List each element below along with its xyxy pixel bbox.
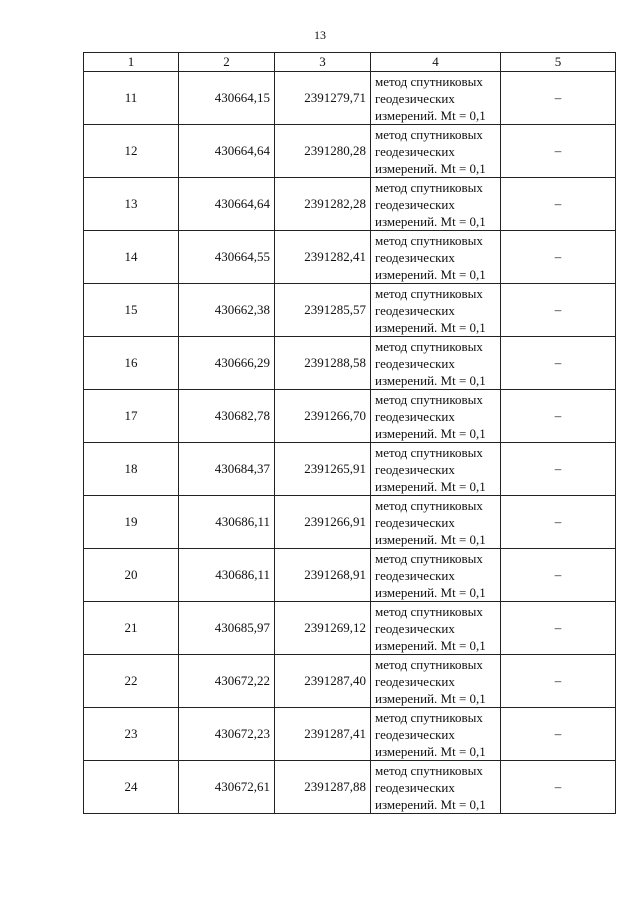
method-line: метод спутниковых xyxy=(375,550,483,566)
table-row xyxy=(84,231,616,284)
note-cell: – xyxy=(501,602,616,655)
method-line: геодезических xyxy=(375,779,455,795)
coordinate-x: 430686,11 xyxy=(179,549,275,602)
table-row xyxy=(84,549,616,602)
point-number: 19 xyxy=(84,496,179,549)
coordinate-y: 2391268,91 xyxy=(275,549,371,602)
note-cell: – xyxy=(501,125,616,178)
method-line: геодезических xyxy=(375,249,455,265)
method-accuracy: измерений. Mt = 0,1 xyxy=(375,372,486,388)
method-line: геодезических xyxy=(375,143,455,159)
coordinate-y: 2391287,41 xyxy=(275,708,371,761)
table-row xyxy=(84,390,616,443)
note-cell: – xyxy=(501,496,616,549)
coordinate-y: 2391279,71 xyxy=(275,72,371,125)
table-row xyxy=(84,443,616,496)
coordinate-x: 430664,64 xyxy=(179,178,275,231)
table-row xyxy=(84,761,616,814)
point-number: 21 xyxy=(84,602,179,655)
note-cell: – xyxy=(501,72,616,125)
column-header: 5 xyxy=(501,53,616,72)
coordinate-x: 430672,22 xyxy=(179,655,275,708)
note-cell: – xyxy=(501,390,616,443)
method-line: геодезических xyxy=(375,196,455,212)
method-accuracy: измерений. Mt = 0,1 xyxy=(375,425,486,441)
point-number: 14 xyxy=(84,231,179,284)
method-cell xyxy=(371,72,501,125)
coordinate-y: 2391287,40 xyxy=(275,655,371,708)
method-line: метод спутниковых xyxy=(375,762,483,778)
method-accuracy: измерений. Mt = 0,1 xyxy=(375,160,486,176)
coordinate-y: 2391266,70 xyxy=(275,390,371,443)
point-number: 17 xyxy=(84,390,179,443)
method-accuracy: измерений. Mt = 0,1 xyxy=(375,637,486,653)
coordinate-y: 2391269,12 xyxy=(275,602,371,655)
method-line: геодезических xyxy=(375,461,455,477)
note-cell: – xyxy=(501,761,616,814)
table-row xyxy=(84,337,616,390)
coordinates-table xyxy=(83,52,616,814)
note-cell: – xyxy=(501,284,616,337)
method-line: геодезических xyxy=(375,514,455,530)
table-row xyxy=(84,72,616,125)
method-cell xyxy=(371,602,501,655)
table-row xyxy=(84,496,616,549)
note-cell: – xyxy=(501,549,616,602)
method-cell xyxy=(371,655,501,708)
column-header: 3 xyxy=(275,53,371,72)
method-line: метод спутниковых xyxy=(375,126,483,142)
method-accuracy: измерений. Mt = 0,1 xyxy=(375,213,486,229)
table-header-row xyxy=(84,53,616,72)
method-line: метод спутниковых xyxy=(375,285,483,301)
point-number: 24 xyxy=(84,761,179,814)
point-number: 15 xyxy=(84,284,179,337)
method-accuracy: измерений. Mt = 0,1 xyxy=(375,107,486,123)
page-number: 13 xyxy=(314,28,326,42)
method-cell xyxy=(371,761,501,814)
method-accuracy: измерений. Mt = 0,1 xyxy=(375,690,486,706)
point-number: 18 xyxy=(84,443,179,496)
coordinate-y: 2391265,91 xyxy=(275,443,371,496)
coordinate-x: 430662,38 xyxy=(179,284,275,337)
coordinate-x: 430664,15 xyxy=(179,72,275,125)
coordinate-x: 430672,23 xyxy=(179,708,275,761)
coordinate-x: 430664,55 xyxy=(179,231,275,284)
method-line: геодезических xyxy=(375,408,455,424)
coordinate-x: 430686,11 xyxy=(179,496,275,549)
method-line: метод спутниковых xyxy=(375,603,483,619)
point-number: 23 xyxy=(84,708,179,761)
method-line: метод спутниковых xyxy=(375,497,483,513)
point-number: 13 xyxy=(84,178,179,231)
method-line: геодезических xyxy=(375,90,455,106)
method-accuracy: измерений. Mt = 0,1 xyxy=(375,796,486,812)
coordinate-y: 2391282,41 xyxy=(275,231,371,284)
point-number: 16 xyxy=(84,337,179,390)
coordinate-x: 430685,97 xyxy=(179,602,275,655)
method-line: геодезических xyxy=(375,567,455,583)
method-line: геодезических xyxy=(375,673,455,689)
table-row xyxy=(84,602,616,655)
coordinate-x: 430682,78 xyxy=(179,390,275,443)
method-line: метод спутниковых xyxy=(375,444,483,460)
table-body xyxy=(84,72,616,814)
method-cell xyxy=(371,496,501,549)
coordinate-x: 430672,61 xyxy=(179,761,275,814)
method-accuracy: измерений. Mt = 0,1 xyxy=(375,266,486,282)
method-line: геодезических xyxy=(375,620,455,636)
method-line: метод спутниковых xyxy=(375,179,483,195)
method-line: геодезических xyxy=(375,355,455,371)
method-accuracy: измерений. Mt = 0,1 xyxy=(375,531,486,547)
method-accuracy: измерений. Mt = 0,1 xyxy=(375,584,486,600)
method-line: геодезических xyxy=(375,302,455,318)
method-accuracy: измерений. Mt = 0,1 xyxy=(375,478,486,494)
coordinate-y: 2391280,28 xyxy=(275,125,371,178)
coordinate-x: 430666,29 xyxy=(179,337,275,390)
method-cell xyxy=(371,125,501,178)
coordinate-x: 430684,37 xyxy=(179,443,275,496)
coordinate-x: 430664,64 xyxy=(179,125,275,178)
table-row xyxy=(84,125,616,178)
method-cell xyxy=(371,390,501,443)
coordinate-y: 2391282,28 xyxy=(275,178,371,231)
method-cell xyxy=(371,178,501,231)
column-header: 2 xyxy=(179,53,275,72)
method-line: метод спутниковых xyxy=(375,391,483,407)
method-line: метод спутниковых xyxy=(375,73,483,89)
method-cell xyxy=(371,708,501,761)
note-cell: – xyxy=(501,337,616,390)
note-cell: – xyxy=(501,231,616,284)
method-cell xyxy=(371,443,501,496)
table-row xyxy=(84,655,616,708)
method-line: метод спутниковых xyxy=(375,232,483,248)
column-header: 4 xyxy=(371,53,501,72)
note-cell: – xyxy=(501,178,616,231)
method-line: геодезических xyxy=(375,726,455,742)
point-number: 11 xyxy=(84,72,179,125)
method-line: метод спутниковых xyxy=(375,338,483,354)
coordinate-y: 2391266,91 xyxy=(275,496,371,549)
note-cell: – xyxy=(501,655,616,708)
table-row xyxy=(84,284,616,337)
note-cell: – xyxy=(501,708,616,761)
method-line: метод спутниковых xyxy=(375,656,483,672)
point-number: 22 xyxy=(84,655,179,708)
coordinate-y: 2391285,57 xyxy=(275,284,371,337)
point-number: 12 xyxy=(84,125,179,178)
method-cell xyxy=(371,337,501,390)
method-cell xyxy=(371,231,501,284)
coordinate-y: 2391288,58 xyxy=(275,337,371,390)
note-cell: – xyxy=(501,443,616,496)
method-cell xyxy=(371,284,501,337)
column-header: 1 xyxy=(84,53,179,72)
table-row xyxy=(84,708,616,761)
method-cell xyxy=(371,549,501,602)
method-accuracy: измерений. Mt = 0,1 xyxy=(375,319,486,335)
point-number: 20 xyxy=(84,549,179,602)
table-row xyxy=(84,178,616,231)
coordinate-y: 2391287,88 xyxy=(275,761,371,814)
method-accuracy: измерений. Mt = 0,1 xyxy=(375,743,486,759)
method-line: метод спутниковых xyxy=(375,709,483,725)
